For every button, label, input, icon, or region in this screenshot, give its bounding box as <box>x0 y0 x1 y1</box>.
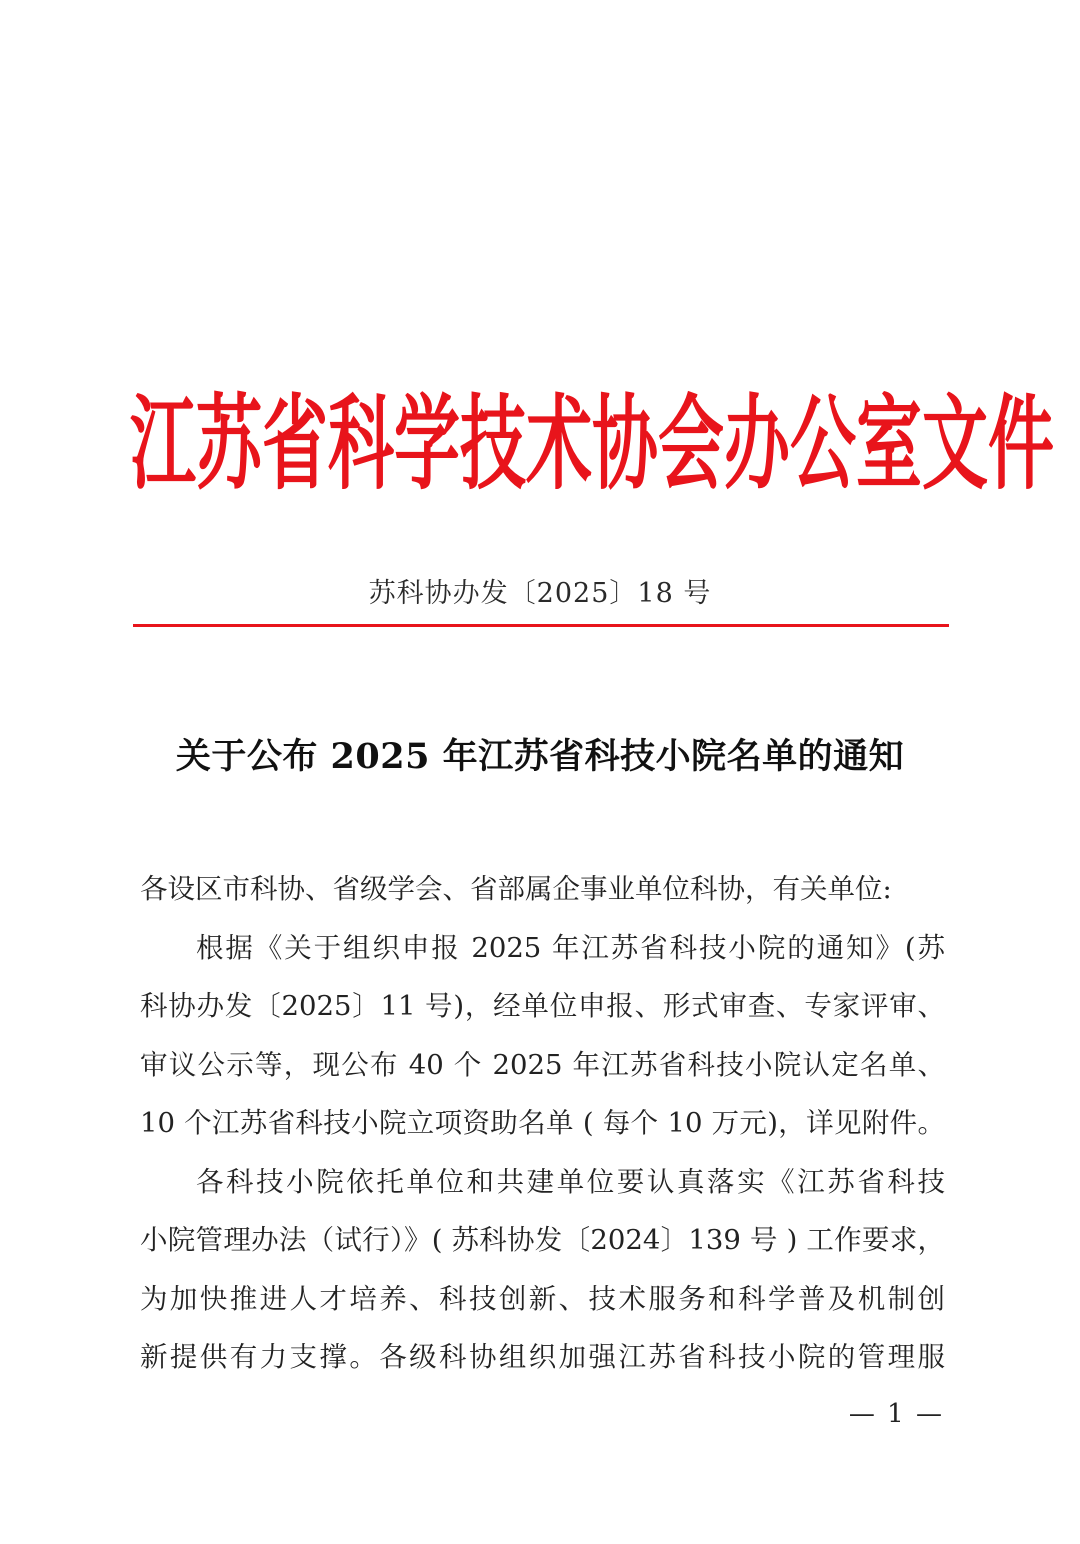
red-separator-line <box>133 624 949 627</box>
body-text <box>140 860 945 1387</box>
paragraph-line: 审议公示等，现公布 40 个 2025 年江苏省科技小院认定名单、 <box>140 1048 945 1081</box>
paragraph-line: 10 个江苏省科技小院立项资助名单 ( 每个 10 万元)，详见附件。 <box>140 1107 945 1139</box>
paragraph-line: 为加快推进人才培养、科技创新、技术服务和科学普及机制创 <box>140 1282 945 1315</box>
document-number: 苏科协办发〔2025〕18 号 <box>368 578 712 609</box>
paragraph-line: 新提供有力支撑。各级科协组织加强江苏省科技小院的管理服 <box>140 1341 945 1373</box>
paragraph-line: 各科技小院依托单位和共建单位要认真落实《江苏省科技 <box>196 1165 945 1198</box>
paragraph-line: 小院管理办法（试行）》( 苏科协发〔2024〕139 号 ) 工作要求， <box>140 1224 945 1256</box>
salutation-line: 各设区市科协、省级学会、省部属企事业单位科协，有关单位: <box>140 873 892 905</box>
page-number: — 1 — <box>848 1399 944 1429</box>
paragraph-line: 科协办发〔2025〕11 号)，经单位申报、形式审查、专家评审、 <box>140 990 945 1022</box>
issuer-header: 江苏省科学技术协会办公室文件 <box>130 384 1054 504</box>
document-title: 关于公布 2025 年江苏省科技小院名单的通知 <box>175 736 905 777</box>
paragraph-line: 根据《关于组织申报 2025 年江苏省科技小院的通知》(苏 <box>196 931 945 964</box>
